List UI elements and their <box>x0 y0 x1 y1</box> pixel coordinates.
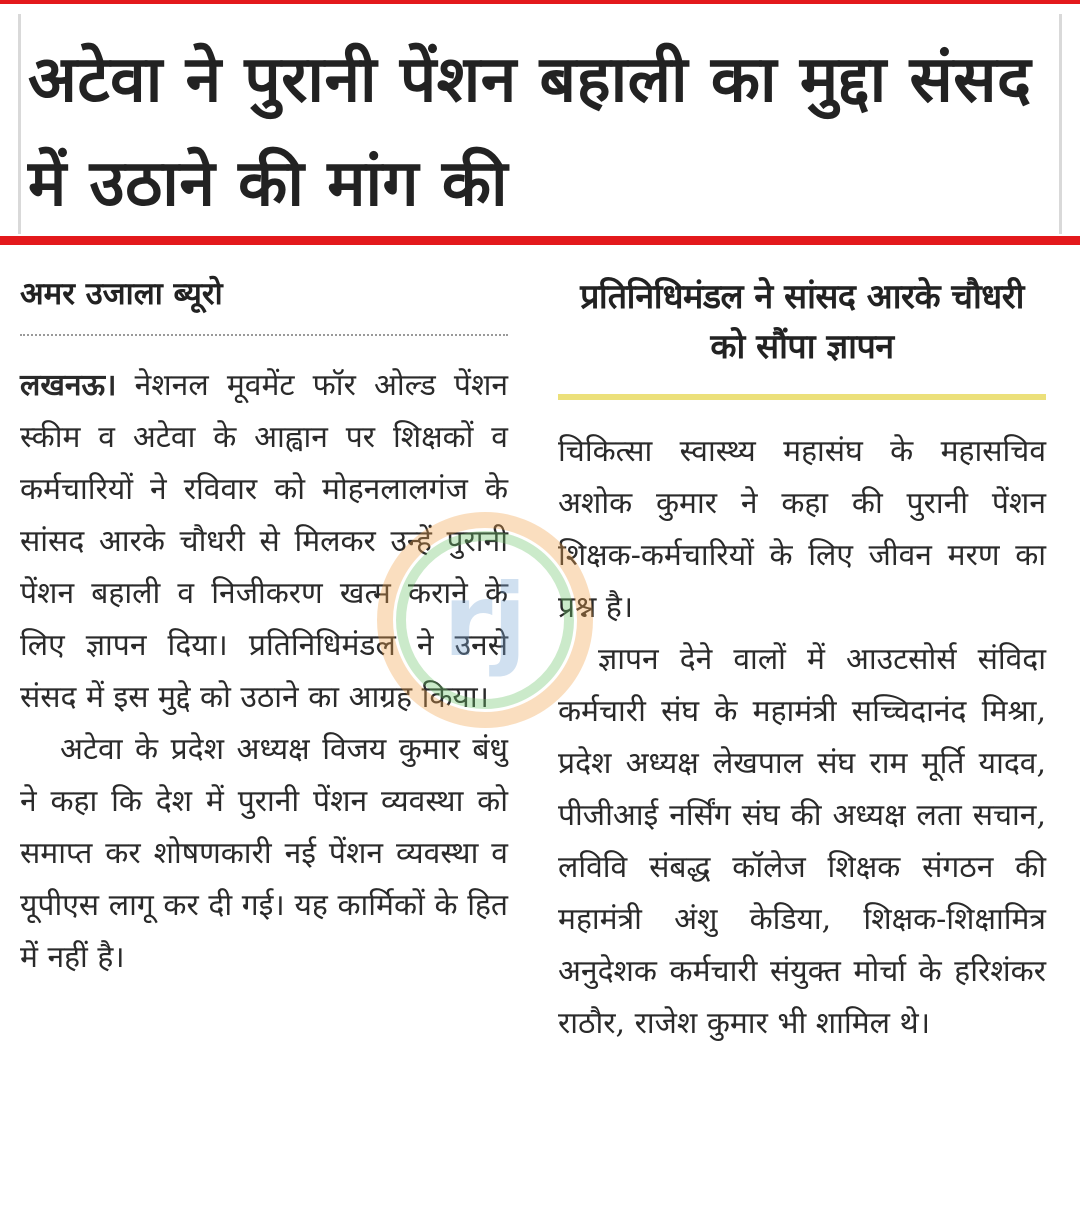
article-headline: अटेवा ने पुरानी पेंशन बहाली का मुद्दा संसद में उठाने की मांग की <box>28 43 1032 221</box>
article-subheading: प्रतिनिधिमंडल ने सांसद आरके चौधरी को सौंपा ज्ञापन <box>580 277 1024 367</box>
right-column <box>558 272 1046 1050</box>
left-column <box>20 272 508 984</box>
left-paragraph-1 <box>20 360 508 724</box>
byline-divider <box>20 334 508 336</box>
top-accent-rule <box>0 0 1080 4</box>
left-paragraph-1-text: नेशनल मूवमेंट फॉर ओल्ड पेंशन स्कीम व अटेवा के आह्वान पर शिक्षकों व कर्मचारियों ने रविवार को मोहनलालगंज के सांसद आरके चौधरी से मिलकर उन्हें पुरानी पेंशन बहाली व निजीकरण खत्म कराने के लिए ज्ञापन दिया। प्रतिनिधिमंडल ने उनसे संसद में इस मुद्दे को उठाने का आग्रह किया। <box>20 368 508 715</box>
subheading-divider <box>558 394 1046 400</box>
left-paragraph-2: अटेवा के प्रदेश अध्यक्ष विजय कुमार बंधु ने कहा कि देश में पुरानी पेंशन व्यवस्था को समाप्त कर शोषणकारी नई पेंशन व्यवस्था व यूपीएस लागू कर दी गई। यह कार्मिकों के हित में नहीं है। <box>20 732 508 975</box>
headline-divider <box>0 236 1080 245</box>
right-paragraph-2: ज्ञापन देने वालों में आउटसोर्स संविदा कर्मचारी संघ के महामंत्री सच्चिदानंद मिश्रा, प्रदेश अध्यक्ष लेखपाल संघ राम मूर्ति यादव, पीजीआई नर्सिंग संघ की अध्यक्ष लता सचान, लविवि संबद्ध कॉलेज शिक्षक संगठन की महामंत्री अंशु केडिया, शिक्षक-शिक्षामित्र अनुदेशक कर्मचारी संयुक्त मोर्चा के हरिशंकर राठौर, राजेश कुमार भी शामिल थे। <box>558 642 1046 1041</box>
dateline: लखनऊ। <box>20 368 117 403</box>
right-paragraph-1: चिकित्सा स्वास्थ्य महासंघ के महासचिव अशोक कुमार ने कहा की पुरानी पेंशन शिक्षक-कर्मचारियों के लिए जीवन मरण का प्रश्न है। <box>558 434 1046 625</box>
watermark-text: rj <box>443 562 527 679</box>
byline: अमर उजाला ब्यूरो <box>20 276 223 312</box>
